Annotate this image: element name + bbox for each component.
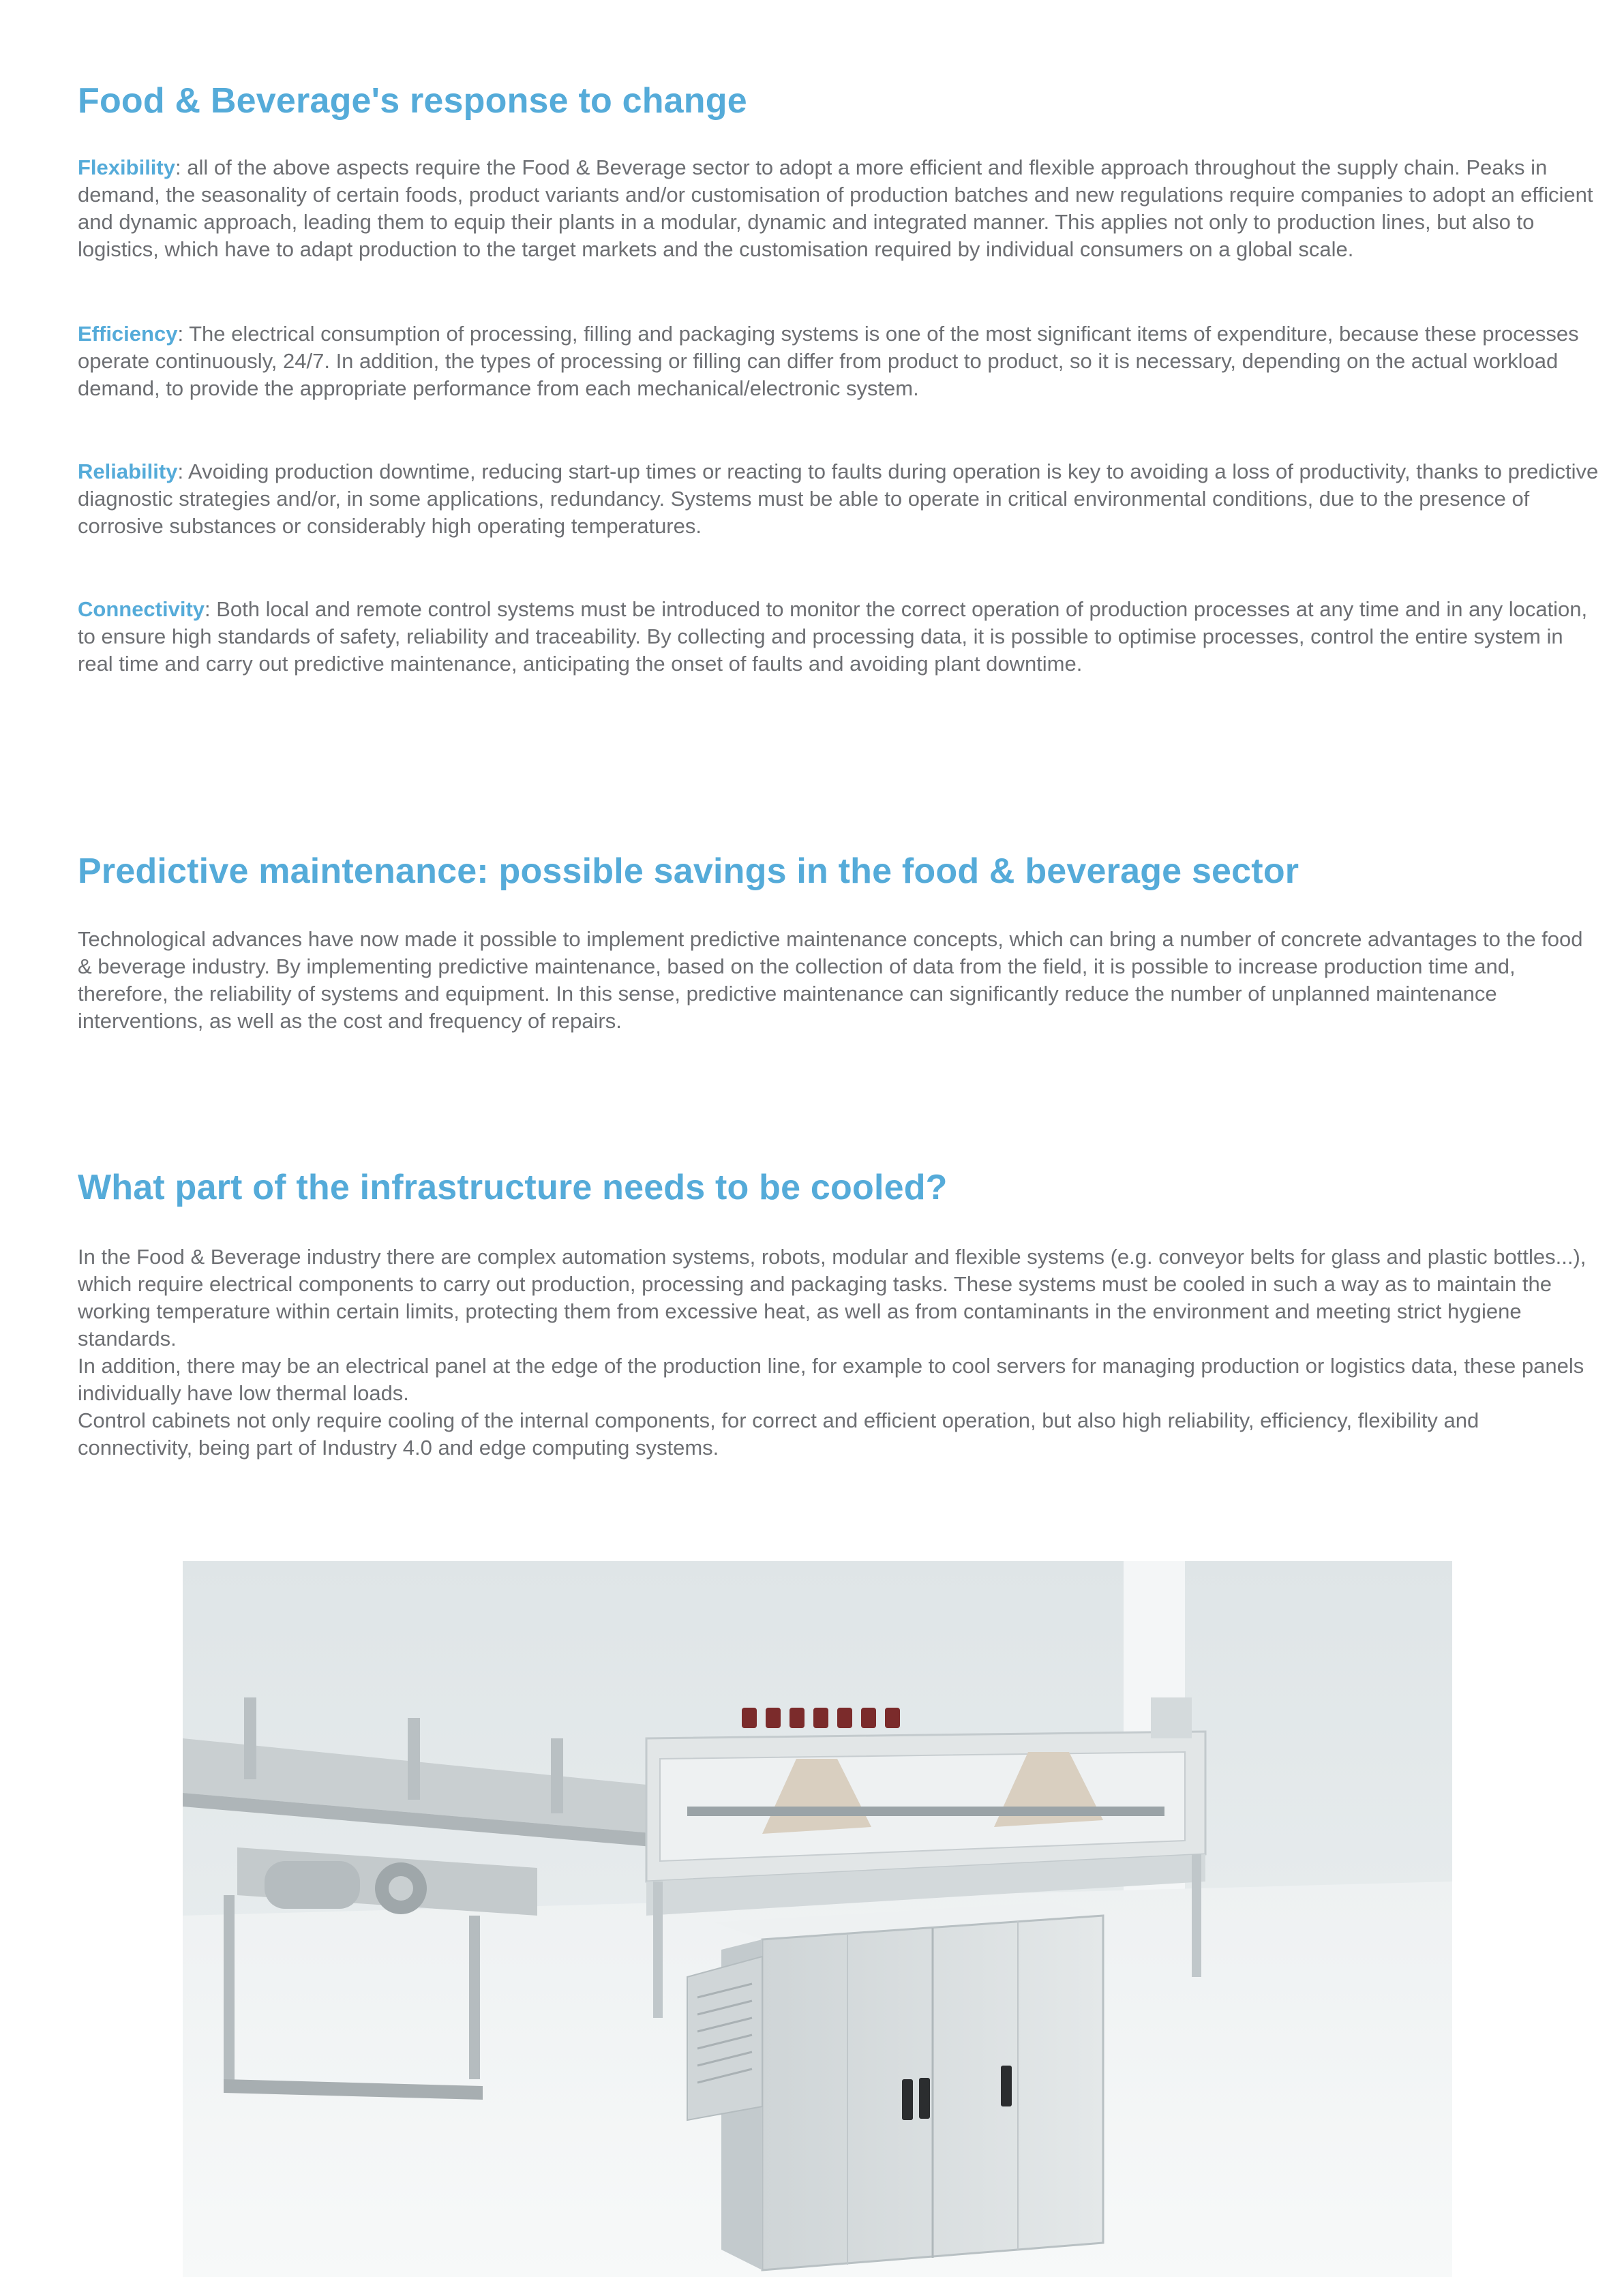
paragraph-cooling [78, 1243, 1599, 1462]
paragraph-connectivity [78, 596, 1599, 678]
control-cabinet [687, 1902, 1103, 2270]
paragraph-text: : Avoiding production downtime, reducing start-up times or reacting to faults during operation is key to avoiding a loss of productivity, thanks to predictive diagnostic strategies and/or, in some applications, redundancy. Systems must be able to operate in critical environmental conditions, due to the presence of corrosive substances or considerably high operating temperatures. [78, 459, 1599, 538]
keyword-efficiency: Efficiency [78, 322, 178, 346]
paragraph-text: Technological advances have now made it possible to implement predictive maintenance concepts, which can bring a number of concrete advantages to the food & beverage industry. By implementing predictive maintenance, based on the collection of data from the field, it is possible to increase production time and, therefore, the reliability of systems and equipment. In this sense, predictive maintenance can significantly reduce the number of unplanned maintenance interventions, as well as the cost and frequency of repairs. [78, 927, 1583, 1033]
paragraph-text: : The electrical consumption of processing, filling and packaging systems is one of the most significant items of expenditure, because these processes operate continuously, 24/7. In addition, the types of processing or filling can differ from product to product, so it is necessary, depending on the actual workload demand, to provide the appropriate performance from each mechanical/electronic system. [78, 322, 1579, 400]
paragraph-flexibility [78, 154, 1599, 263]
factory-illustration [183, 1561, 1452, 2277]
paragraph-text: : all of the above aspects require the Food & Beverage sector to adopt a more efficient and flexible approach throughout the supply chain. Peaks in demand, the seasonality of certain foods, product variants and/or customisation of production batches and new regulations require companies to adopt an efficient and dynamic approach, leading them to equip their plants in a modular, dynamic and integrated manner. This applies not only to production lines, but also to logistics, which have to adapt production to the target markets and the customisation required by individual consumers on a global scale. [78, 155, 1593, 261]
paragraph-line: In addition, there may be an electrical panel at the edge of the production line, for example to cool servers for managing production or logistics data, these panels individually have low thermal loads. [78, 1354, 1584, 1405]
section-title: What part of the infrastructure needs to be cooled? [78, 1168, 948, 1207]
paragraph-reliability [78, 458, 1599, 540]
section-response-to-change [78, 79, 1599, 123]
section-predictive-maintenance [78, 849, 1599, 893]
paragraph-line: Control cabinets not only require cooling of the internal components, for correct and efficient operation, but also high reliability, efficiency, flexibility and connectivity, being part of Industry 4.0 and edge computing systems. [78, 1408, 1479, 1460]
paragraph-line: In the Food & Beverage industry there are complex automation systems, robots, modular and flexible systems (e.g. conveyor belts for glass and plastic bottles...), which require electrical components to carry out production, processing and packaging tasks. These systems must be cooled in such a way as to maintain the working temperature within certain limits, protecting them from excessive heat, as well as from contaminants in the environment and meeting strict hygiene standards. [78, 1245, 1587, 1350]
section-title: Food & Beverage's response to change [78, 81, 747, 121]
keyword-reliability: Reliability [78, 459, 178, 483]
paragraph-text: : Both local and remote control systems must be introduced to monitor the correct operation of production processes at any time and in any location, to ensure high standards of safety, reliability and traceability. By collecting and processing data, it is possible to optimise processes, control the entire system in real time and carry out predictive maintenance, anticipating the onset of faults and avoiding plant downtime. [78, 597, 1588, 676]
paragraph-efficiency [78, 320, 1599, 402]
section-title: Predictive maintenance: possible savings in the food & beverage sector [78, 851, 1299, 891]
paragraph-predictive-maintenance [78, 926, 1599, 1035]
keyword-connectivity: Connectivity [78, 597, 205, 621]
factory-cabinet-photo [183, 1561, 1452, 2277]
section-cooling-infrastructure [78, 1166, 1599, 1209]
keyword-flexibility: Flexibility [78, 155, 175, 179]
